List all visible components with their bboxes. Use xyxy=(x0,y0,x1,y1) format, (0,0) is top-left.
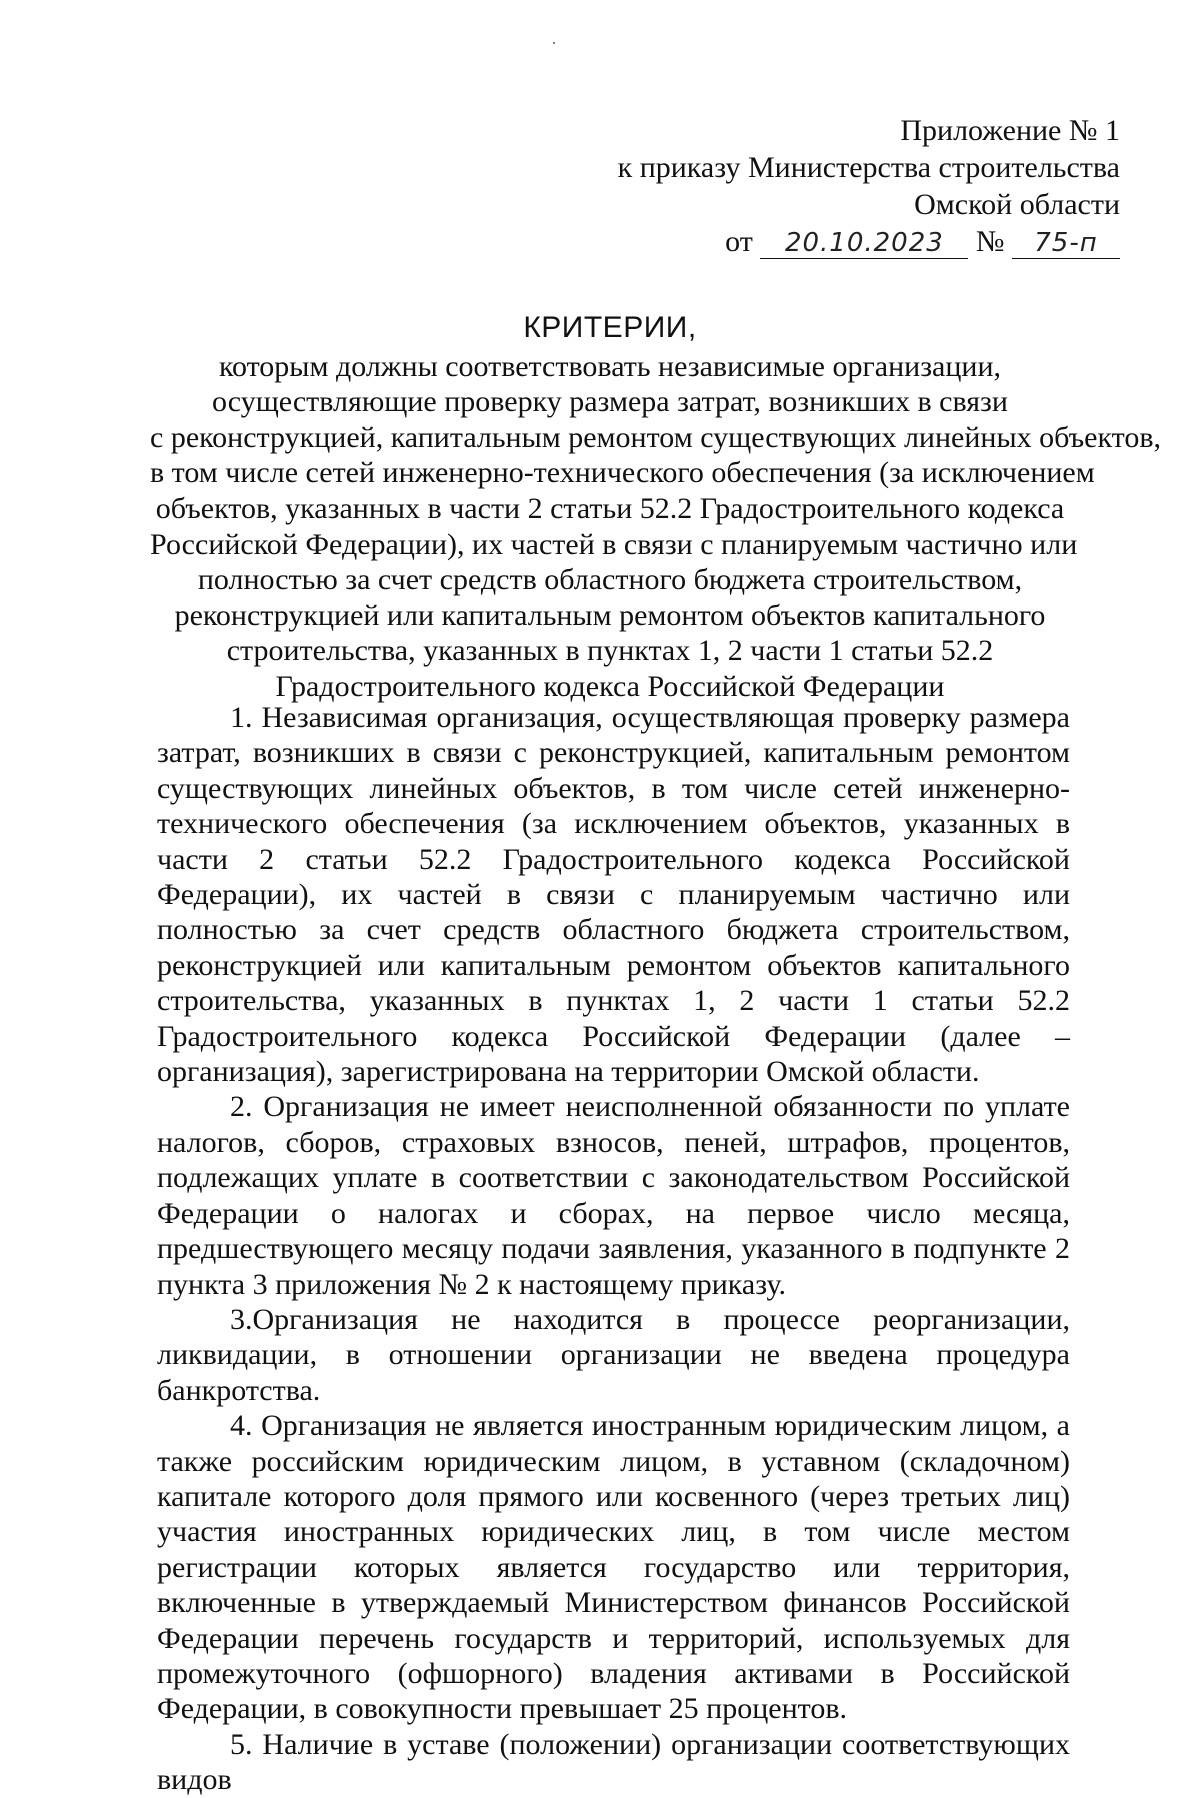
title-line: Градостроительного кодекса Российской Федерации xyxy=(275,669,945,703)
title-line: которым должны соответствовать независимые организации, xyxy=(218,349,1002,383)
title-line: полностью за счет средств областного бюджета строительством, xyxy=(197,563,1023,597)
paragraph-1: 1. Независимая организация, осуществляющая проверку размера затрат, возникших в связи с реконструкцией, капитальным ремонтом существующих линейных объектов, в том числе сетей инженерно-технического обеспечения (за исключением объектов, указанных в части 2 статьи 52.2 Градостроительного кодекса Российской Федерации), их частей в связи с планируемым частично или полностью за счет средств областного бюджета строительством, реконструкцией или капитальным ремонтом объектов капитального строительства, указанных в пунктах 1, 2 части 1 статьи 52.2 Градостроительного кодекса Российской Федерации (далее – организация), зарегистрирована на территории Омской области. xyxy=(157,701,1070,1089)
date-prefix: от xyxy=(725,225,753,258)
appendix-block xyxy=(560,112,1120,260)
appendix-date-line xyxy=(560,223,1120,260)
appendix-order-ref: к приказу Министерства строительства xyxy=(617,151,1120,184)
document-body xyxy=(157,700,1070,1798)
title-line: объектов, указанных в части 2 статьи 52.2 Градостроительного кодекса xyxy=(155,491,1065,525)
title-heading: КРИТЕРИИ, xyxy=(523,311,697,344)
paragraph-3: 3.Организация не находится в процессе реорганизации, ликвидации, в отношении организации не введена процедура банкротства. xyxy=(157,1302,1070,1407)
title-line: осуществляющие проверку размера затрат, возникших в связи xyxy=(212,385,1008,419)
paragraph-5: 5. Наличие в уставе (положении) организации соответствующих видов xyxy=(157,1727,1070,1797)
title-line: с реконструкцией, капитальным ремонтом существующих линейных объектов, xyxy=(150,420,1162,454)
scan-speck xyxy=(553,42,555,44)
title-line: строительства, указанных в пунктах 1, 2 части 1 статьи 52.2 xyxy=(226,634,994,668)
paragraph-4: 4. Организация не является иностранным юридическим лицом, а также российским юридическим лицом, в уставном (складочном) капитале которого доля прямого или косвенного (через третьих лиц) участия иностранных юридических лиц, в том числе местом регистрации которых является государство или территория, включенные в утверждаемый Министерством финансов Российской Федерации перечень государств и территорий, используемых для промежуточного (офшорного) владения активами в Российской Федерации, в совокупности превышает 25 процентов. xyxy=(157,1409,1070,1726)
appendix-region: Омской области xyxy=(914,188,1120,221)
number-prefix: № xyxy=(975,225,1005,258)
appendix-title: Приложение № 1 xyxy=(900,114,1120,147)
title-line: в том числе сетей инженерно-технического обеспечения (за исключением xyxy=(150,456,1095,490)
handwritten-date: 20.10.2023 xyxy=(760,228,968,259)
document-title xyxy=(150,310,1162,705)
title-line: реконструкцией или капитальным ремонтом объектов капитального xyxy=(174,598,1046,632)
paragraph-2: 2. Организация не имеет неисполненной обязанности по уплате налогов, сборов, страховых взносов, пеней, штрафов, процентов, подлежащих уплате в соответствии с законодательством Российской Федерации о налогах и сборах, на первое число месяца, предшествующего месяцу подачи заявления, указанного в подпункте 2 пункта 3 приложения № 2 к настоящему приказу. xyxy=(157,1090,1070,1301)
handwritten-number: 75-п xyxy=(1012,228,1120,259)
title-line: Российской Федерации), их частей в связи с планируемым частично или xyxy=(150,527,1078,561)
